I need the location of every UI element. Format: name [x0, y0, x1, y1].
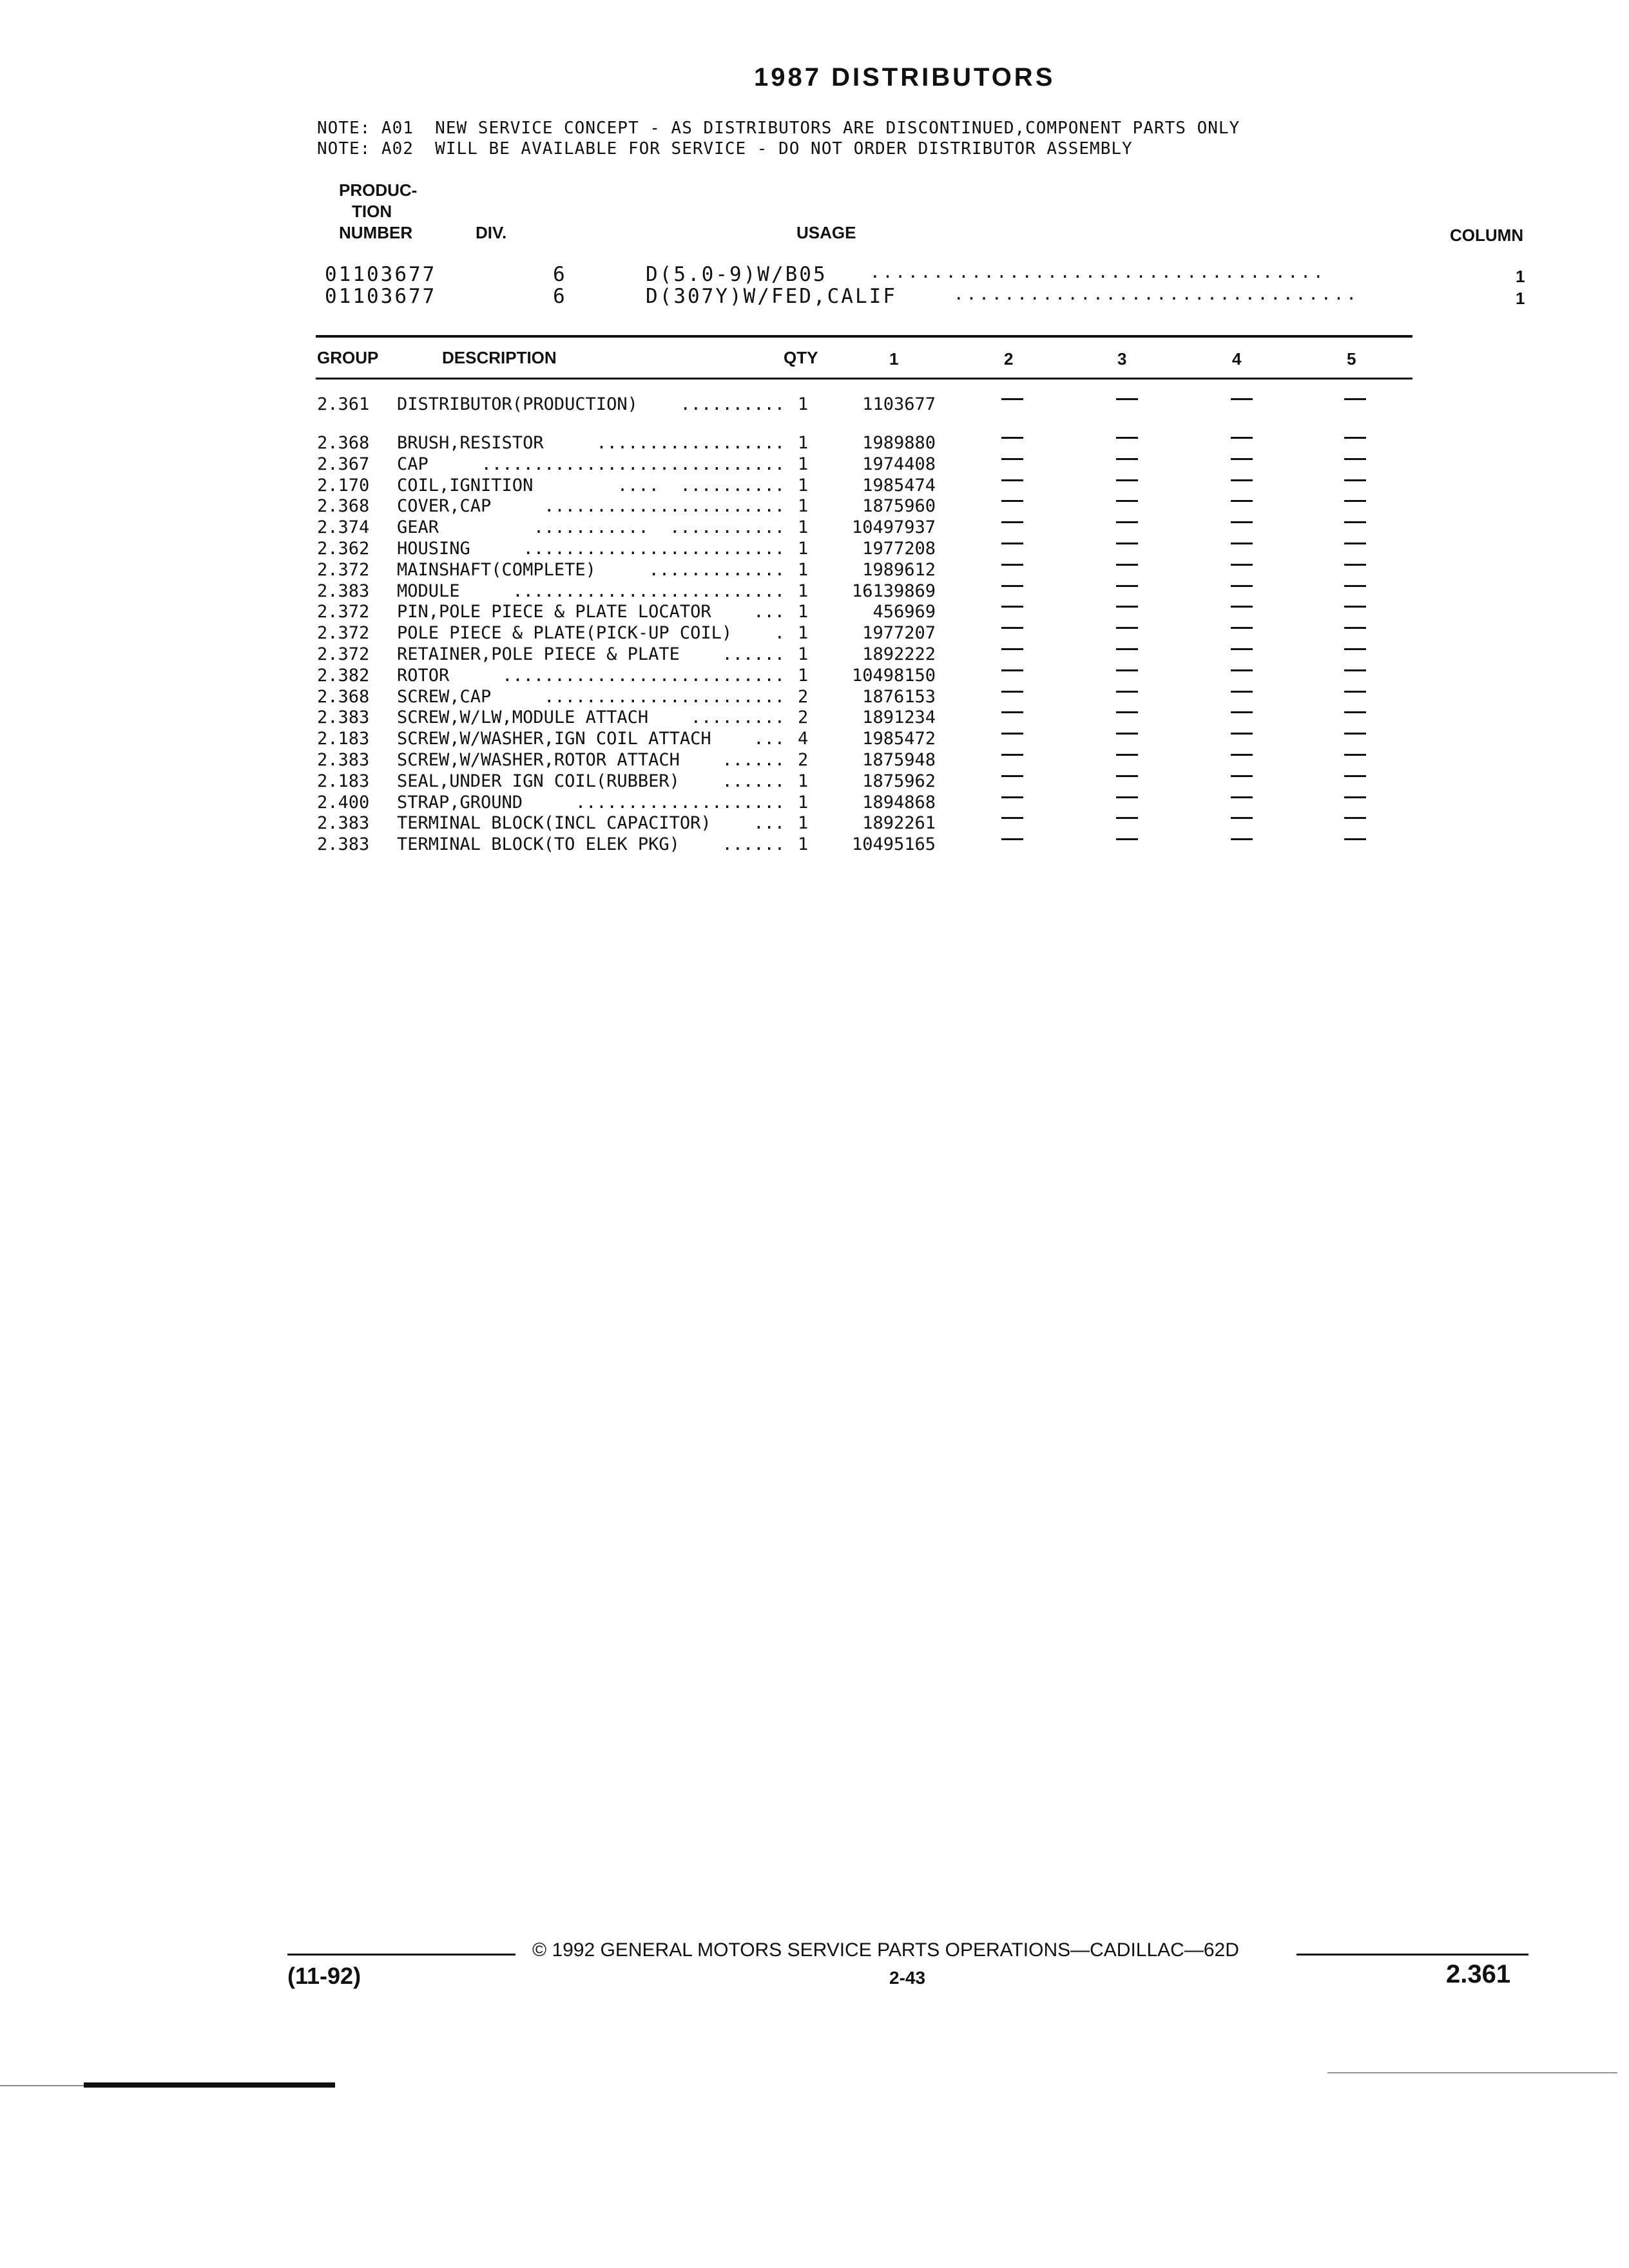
- empty-column-3-dash: [1116, 479, 1138, 481]
- group-number: 2.372: [317, 623, 370, 644]
- part-description: RETAINER,POLE PIECE & PLATE: [397, 644, 680, 664]
- part-description: TERMINAL BLOCK(INCL CAPACITOR): [397, 813, 711, 834]
- empty-column-4-dash: [1231, 585, 1253, 587]
- column-description: DESCRIPTION: [442, 348, 557, 367]
- empty-column-5-dash: [1344, 479, 1366, 481]
- leader-dots: ...: [753, 729, 785, 749]
- empty-column-4-dash: [1231, 691, 1253, 693]
- scan-edge-mark: [84, 2082, 335, 2088]
- empty-column-4-dash: [1231, 458, 1253, 460]
- scan-edge-mark: [1327, 2072, 1617, 2073]
- usage-column: 1: [1516, 289, 1525, 308]
- empty-column-5-dash: [1344, 437, 1366, 439]
- leader-dots: .........: [690, 707, 785, 728]
- leader-dots: ......: [722, 750, 785, 770]
- group-number: 2.383: [317, 750, 370, 770]
- empty-column-5-dash: [1344, 754, 1366, 756]
- empty-column-2-dash: [1001, 627, 1023, 629]
- empty-column-2-dash: [1001, 648, 1023, 650]
- empty-column-3-dash: [1116, 775, 1138, 777]
- empty-column-2-dash: [1001, 585, 1023, 587]
- empty-column-4-dash: [1231, 733, 1253, 735]
- leader-dots: .......................: [544, 686, 785, 707]
- footer-copyright: © 1992 GENERAL MOTORS SERVICE PARTS OPERATIONS—CADILLAC—62D: [532, 1939, 1239, 1961]
- group-number: 2.382: [317, 665, 370, 686]
- part-description: CAP: [397, 454, 429, 474]
- empty-column-3-dash: [1116, 398, 1138, 400]
- empty-column-4-dash: [1231, 521, 1253, 523]
- part-description: MODULE: [397, 581, 460, 601]
- quantity: 1: [798, 581, 809, 601]
- header-div: DIV.: [476, 223, 507, 242]
- empty-column-5-dash: [1344, 838, 1366, 840]
- part-number: 1103677: [862, 394, 936, 414]
- quantity: 1: [798, 665, 809, 686]
- group-number: 2.183: [317, 729, 370, 749]
- group-number: 2.372: [317, 559, 370, 580]
- group-number: 2.383: [317, 581, 370, 601]
- part-description: SCREW,W/LW,MODULE ATTACH: [397, 707, 649, 728]
- empty-column-4-dash: [1231, 543, 1253, 544]
- quantity: 1: [798, 602, 809, 622]
- group-number: 2.362: [317, 539, 370, 559]
- part-description: PIN,POLE PIECE & PLATE LOCATOR: [397, 602, 711, 622]
- leader-dots: ......: [722, 771, 785, 791]
- empty-column-3-dash: [1116, 585, 1138, 587]
- leader-dots: ......: [722, 644, 785, 664]
- quantity: 1: [798, 394, 809, 414]
- empty-column-4-dash: [1231, 711, 1253, 713]
- column-5: 5: [1347, 349, 1356, 369]
- part-description: STRAP,GROUND: [397, 792, 523, 812]
- quantity: 1: [798, 496, 809, 517]
- group-number: 2.367: [317, 454, 370, 474]
- empty-column-4-dash: [1231, 775, 1253, 777]
- empty-column-3-dash: [1116, 711, 1138, 713]
- part-description: SCREW,CAP: [397, 686, 492, 707]
- footer-right-rule: [1296, 1954, 1528, 1956]
- empty-column-3-dash: [1116, 437, 1138, 439]
- quantity: 1: [798, 623, 809, 644]
- empty-column-2-dash: [1001, 500, 1023, 502]
- quantity: 1: [798, 559, 809, 580]
- group-number: 2.383: [317, 834, 370, 855]
- group-number: 2.183: [317, 771, 370, 791]
- part-description: ROTOR: [397, 665, 450, 686]
- part-number: 1876153: [862, 686, 936, 707]
- empty-column-3-dash: [1116, 627, 1138, 629]
- leader-dots: .... ..........: [617, 475, 785, 495]
- part-number: 1977208: [862, 539, 936, 559]
- part-number: 10495165: [851, 834, 936, 855]
- part-number: 1891234: [862, 707, 936, 728]
- part-description: SEAL,UNDER IGN COIL(RUBBER): [397, 771, 680, 791]
- usage-column: 1: [1516, 267, 1525, 286]
- group-number: 2.372: [317, 644, 370, 664]
- quantity: 1: [798, 771, 809, 791]
- empty-column-4-dash: [1231, 500, 1253, 502]
- part-description: COVER,CAP: [397, 496, 492, 517]
- empty-column-2-dash: [1001, 691, 1023, 693]
- quantity: 1: [798, 813, 809, 834]
- empty-column-5-dash: [1344, 691, 1366, 693]
- part-number: 1894868: [862, 792, 936, 812]
- empty-column-2-dash: [1001, 775, 1023, 777]
- empty-column-4-dash: [1231, 627, 1253, 629]
- part-number: 1892261: [862, 813, 936, 834]
- usage-leader-dots: ....................................: [870, 263, 1326, 282]
- empty-column-2-dash: [1001, 733, 1023, 735]
- leader-dots: ....................: [575, 792, 785, 812]
- part-number: 1974408: [862, 454, 936, 474]
- empty-column-2-dash: [1001, 398, 1023, 400]
- quantity: 1: [798, 792, 809, 812]
- empty-column-2-dash: [1001, 543, 1023, 544]
- empty-column-3-dash: [1116, 691, 1138, 693]
- group-number: 2.361: [317, 394, 370, 414]
- empty-column-4-dash: [1231, 754, 1253, 756]
- quantity: 1: [798, 834, 809, 855]
- leader-dots: ...: [753, 602, 785, 622]
- empty-column-3-dash: [1116, 796, 1138, 798]
- part-description: POLE PIECE & PLATE(PICK-UP COIL): [397, 623, 733, 644]
- empty-column-5-dash: [1344, 775, 1366, 777]
- empty-column-3-dash: [1116, 754, 1138, 756]
- empty-column-3-dash: [1116, 543, 1138, 544]
- empty-column-2-dash: [1001, 817, 1023, 819]
- empty-column-5-dash: [1344, 627, 1366, 629]
- column-4: 4: [1232, 349, 1242, 369]
- part-description: HOUSING: [397, 539, 470, 559]
- quantity: 2: [798, 750, 809, 770]
- usage-production-number: 01103677: [325, 285, 437, 308]
- leader-dots: .............................: [481, 454, 785, 474]
- empty-column-2-dash: [1001, 606, 1023, 608]
- empty-column-2-dash: [1001, 479, 1023, 481]
- part-number: 1989880: [862, 433, 936, 453]
- part-number: 1985472: [862, 729, 936, 749]
- leader-dots: ..................: [596, 433, 785, 453]
- part-description: SCREW,W/WASHER,ROTOR ATTACH: [397, 750, 680, 770]
- leader-dots: .: [774, 623, 785, 644]
- empty-column-5-dash: [1344, 398, 1366, 400]
- empty-column-2-dash: [1001, 669, 1023, 671]
- empty-column-2-dash: [1001, 838, 1023, 840]
- empty-column-5-dash: [1344, 669, 1366, 671]
- empty-column-2-dash: [1001, 754, 1023, 756]
- empty-column-2-dash: [1001, 796, 1023, 798]
- part-number: 1892222: [862, 644, 936, 664]
- empty-column-3-dash: [1116, 521, 1138, 523]
- leader-dots: ..........................: [512, 581, 785, 601]
- table-header-rule: [316, 378, 1412, 380]
- usage-production-number: 01103677: [325, 263, 437, 286]
- group-number: 2.372: [317, 602, 370, 622]
- quantity: 2: [798, 686, 809, 707]
- empty-column-4-dash: [1231, 838, 1253, 840]
- header-column: COLUMN: [1450, 226, 1524, 245]
- group-number: 2.374: [317, 517, 370, 538]
- leader-dots: ........... ...........: [533, 517, 785, 538]
- leader-dots: ..........: [680, 394, 785, 414]
- part-description: MAINSHAFT(COMPLETE): [397, 559, 596, 580]
- empty-column-3-dash: [1116, 838, 1138, 840]
- empty-column-5-dash: [1344, 711, 1366, 713]
- empty-column-4-dash: [1231, 648, 1253, 650]
- empty-column-4-dash: [1231, 669, 1253, 671]
- empty-column-5-dash: [1344, 796, 1366, 798]
- part-description: GEAR: [397, 517, 439, 538]
- part-number: 1989612: [862, 559, 936, 580]
- page-title: 1987 DISTRIBUTORS: [754, 63, 1055, 91]
- footer-page-number: 2-43: [889, 1968, 926, 1988]
- part-number: 1977207: [862, 623, 936, 644]
- part-description: BRUSH,RESISTOR: [397, 433, 544, 453]
- leader-dots: .......................: [544, 496, 785, 517]
- usage-div: 6: [553, 263, 567, 286]
- group-number: 2.368: [317, 433, 370, 453]
- quantity: 1: [798, 433, 809, 453]
- part-number: 456969: [872, 602, 936, 622]
- group-number: 2.400: [317, 792, 370, 812]
- empty-column-4-dash: [1231, 437, 1253, 439]
- empty-column-5-dash: [1344, 817, 1366, 819]
- usage-text: D(307Y)W/FED,CALIF: [646, 285, 897, 308]
- part-description: COIL,IGNITION: [397, 475, 534, 495]
- group-number: 2.368: [317, 496, 370, 517]
- empty-column-4-dash: [1231, 606, 1253, 608]
- empty-column-5-dash: [1344, 648, 1366, 650]
- quantity: 2: [798, 707, 809, 728]
- usage-text: D(5.0-9)W/B05: [646, 263, 827, 286]
- empty-column-2-dash: [1001, 458, 1023, 460]
- empty-column-5-dash: [1344, 564, 1366, 566]
- empty-column-3-dash: [1116, 458, 1138, 460]
- empty-column-3-dash: [1116, 733, 1138, 735]
- empty-column-5-dash: [1344, 585, 1366, 587]
- part-description: SCREW,W/WASHER,IGN COIL ATTACH: [397, 729, 711, 749]
- empty-column-4-dash: [1231, 817, 1253, 819]
- note-a01: NOTE: A01 NEW SERVICE CONCEPT - AS DISTRIBUTORS ARE DISCONTINUED,COMPONENT PARTS ONLY: [317, 119, 1240, 138]
- footer-left-rule: [287, 1954, 516, 1956]
- part-number: 10497937: [851, 517, 936, 538]
- empty-column-2-dash: [1001, 564, 1023, 566]
- empty-column-5-dash: [1344, 606, 1366, 608]
- column-group: GROUP: [317, 348, 379, 367]
- leader-dots: ...........................: [502, 665, 785, 686]
- header-number: NUMBER: [339, 223, 413, 242]
- empty-column-4-dash: [1231, 564, 1253, 566]
- leader-dots: ...: [753, 813, 785, 834]
- quantity: 1: [798, 644, 809, 664]
- empty-column-2-dash: [1001, 521, 1023, 523]
- header-tion: TION: [352, 202, 392, 221]
- column-1: 1: [889, 349, 899, 369]
- group-number: 2.383: [317, 707, 370, 728]
- empty-column-3-dash: [1116, 648, 1138, 650]
- part-description: DISTRIBUTOR(PRODUCTION): [397, 394, 638, 414]
- part-number: 1875962: [862, 771, 936, 791]
- leader-dots: ......: [722, 834, 785, 855]
- empty-column-4-dash: [1231, 796, 1253, 798]
- empty-column-3-dash: [1116, 817, 1138, 819]
- column-2: 2: [1004, 349, 1014, 369]
- scan-edge-mark: [0, 2085, 84, 2086]
- note-a02: NOTE: A02 WILL BE AVAILABLE FOR SERVICE - DO NOT ORDER DISTRIBUTOR ASSEMBLY: [317, 139, 1133, 159]
- leader-dots: .........................: [523, 539, 785, 559]
- empty-column-4-dash: [1231, 398, 1253, 400]
- part-number: 1875960: [862, 496, 936, 517]
- quantity: 1: [798, 517, 809, 538]
- empty-column-5-dash: [1344, 521, 1366, 523]
- group-number: 2.170: [317, 475, 370, 495]
- part-number: 10498150: [851, 665, 936, 686]
- column-3: 3: [1117, 349, 1127, 369]
- usage-leader-dots: ................................: [954, 285, 1359, 304]
- empty-column-3-dash: [1116, 669, 1138, 671]
- group-number: 2.368: [317, 686, 370, 707]
- empty-column-5-dash: [1344, 543, 1366, 544]
- empty-column-3-dash: [1116, 500, 1138, 502]
- header-usage: USAGE: [796, 223, 856, 242]
- column-qty: QTY: [784, 348, 818, 367]
- quantity: 4: [798, 729, 809, 749]
- usage-div: 6: [553, 285, 567, 308]
- empty-column-2-dash: [1001, 711, 1023, 713]
- group-number: 2.383: [317, 813, 370, 834]
- empty-column-2-dash: [1001, 437, 1023, 439]
- empty-column-3-dash: [1116, 564, 1138, 566]
- part-number: 16139869: [851, 581, 936, 601]
- footer-section: 2.361: [1446, 1960, 1511, 1988]
- empty-column-5-dash: [1344, 733, 1366, 735]
- leader-dots: .............: [648, 559, 785, 580]
- empty-column-3-dash: [1116, 606, 1138, 608]
- part-number: 1985474: [862, 475, 936, 495]
- quantity: 1: [798, 539, 809, 559]
- footer-date: (11-92): [287, 1963, 361, 1989]
- empty-column-5-dash: [1344, 500, 1366, 502]
- table-top-rule: [316, 335, 1412, 338]
- part-number: 1875948: [862, 750, 936, 770]
- empty-column-4-dash: [1231, 479, 1253, 481]
- quantity: 1: [798, 454, 809, 474]
- empty-column-5-dash: [1344, 458, 1366, 460]
- part-description: TERMINAL BLOCK(TO ELEK PKG): [397, 834, 680, 855]
- header-production: PRODUC-: [339, 180, 418, 200]
- quantity: 1: [798, 475, 809, 495]
